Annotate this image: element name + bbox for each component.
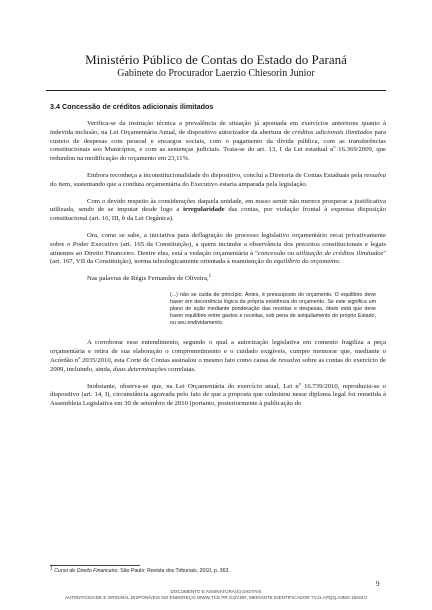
paragraph-text: " (art. 167, VII da Constituição), norma teleologicamente orientada à manutenção do (50, 249, 386, 266)
institution-title: Ministério Público de Contas do Estado do Paraná (85, 52, 347, 67)
bold-text: irregularidade (183, 206, 225, 214)
paragraph-2 (50, 172, 386, 190)
paragraph-text: . (338, 258, 341, 266)
paragraph-text: Com o devido respeito às considerações daquela unidade, em nosso sentir não merece prosperar a justificativa utilizada, sendo de se imputar desde logo a (50, 197, 386, 214)
footnote-text: . São Paulo: Revista dos Tribunais, 2010, p. 363. (117, 568, 230, 574)
paragraph-text: sobre as contas do exercício de 2009, incluindo, ainda, (50, 357, 386, 373)
paragraph-text: Embora reconheça a inconstitucionalidade do dispositivo, concluí a Diretoria de Contas Estaduais pela (87, 171, 364, 179)
paragraph-7 (50, 383, 386, 409)
paragraph-text: da Lei Orgânica). (125, 215, 174, 223)
paragraph-text: correlatas. (166, 365, 196, 373)
section-heading: 3.4 Concessão de créditos adicionais ilimitados (50, 102, 214, 111)
footnote (50, 565, 386, 575)
paragraph-1 (50, 120, 386, 164)
paragraph-6 (50, 339, 386, 374)
paragraph-text: Inobstante, observa-se que, na Lei Orçamentária do exercício atual, Lei nº 16.739/2010, reproduziu-se o dispositivo (art. 14, I), circunstância agravada pelo fato de que a proposta que culminou nesse diploma legal foi remetida à Assembleia Legislativa em 30 de setembro de 2010 (portanto, posteriormente à publicação do (50, 382, 386, 408)
emphasis-text: créditos adicionais ilimitados (292, 128, 373, 136)
paragraph-4 (50, 232, 386, 267)
emphasis-text: b (121, 215, 126, 223)
emphasis-text: concessão ou utilização de créditos ilimitados (257, 249, 384, 257)
document-body (50, 102, 386, 417)
letterhead (0, 52, 432, 80)
page-number: 9 (376, 580, 380, 588)
paragraph-text: Nas palavras de Régis Fernandes de Oliveira, (87, 275, 209, 283)
header-divider (46, 90, 386, 91)
paragraph-3 (50, 198, 386, 224)
authentication-footer (0, 589, 432, 601)
paragraph-text: A corroborar esse entendimento, segundo o qual a autorização legislativa em comento fragiliza a peça orçamentária e retira de sua elaboração o comprometimento e o cuidado exigíveis, cumpre memorar que, mediante o Acórdão nº 2035/2010, esta Corte de Contas assinalou o mesmo fato como causa de (50, 339, 386, 365)
footer-line-2[interactable]: AUTENTICIDADE E ORIGINAL DISPONÍVEIS NO ENDEREÇO WWW.TCE.PR.GOV.BR, MEDIANTE IDENTIFICADOR 7VJ1.APQQ.A3MX.15KM.0 (65, 595, 367, 600)
paragraph-text: Verifica-se da instrução técnica a prevalência de situação já apontada em exercícios anteriores quanto à indevida inclusão, na Lei Orçamentária Anual, de dispositivo autorizador da abertura de (50, 120, 386, 136)
footnote-title: Curso de Direito Financeiro (54, 568, 118, 574)
footnote-divider (50, 565, 140, 566)
footnote-marker[interactable]: 1 (208, 273, 212, 279)
emphasis-text: equilíbrio do orçamento (273, 258, 339, 266)
block-quote: (...) não se cuida de princípio. Antes, é pressuposto do orçamento. O equilíbrio deve haver em decorrência lógica da própria existência do orçamento. Se este significa um plano de ação mediante ponderação das receitas e despesas, óbvio está que deve haver equilíbrio entre gastos e receitas, sob pena de aniquilamento do próprio Estado, ou seu endividamento. (170, 291, 376, 326)
paragraph-text: das contas, por violação frontal à expressa disposição constitucional (art. 16, III, (50, 206, 386, 223)
emphasis-text: ressalva (278, 357, 301, 365)
paragraph-text: Ora, como se sabe, a iniciativa para deflagração do processo legislativo orçamentário recai privativamente sobre o Poder Executivo (art. 165 da Constituição), a quem incumbe a observância dos preceitos constitucionais e legais atinentes ao Direito Financeiro. Dentre eles, está a vedação orçamentária à " (50, 231, 386, 257)
paragraph-5 (50, 275, 386, 284)
paragraph-text: do item, sustentando que a conduta orçamentária do Executivo estaria amparada pela legislação. (50, 180, 308, 188)
footer-line-1: DOCUMENTO E ASSINATURA(S) DIGITAIS (170, 589, 262, 594)
office-subtitle: Gabinete do Procurador Laerzio Chiesorin Junior (117, 68, 315, 79)
paragraph-text: para custeio de despesas com pessoal e encargos sociais, com o pagamento da dívida pública, com as transferências constitucionais aos Municípios, e com as sentenças judiciais. Trata-se do art. 13, I da Lei estadual nº 16.369/2009, que redundou na modificação do orçamento em 23,11%. (50, 128, 386, 163)
emphasis-text: ressalva (363, 171, 386, 179)
emphasis-text: duas determinações (113, 365, 167, 373)
footnote-number: 1 (50, 565, 53, 572)
